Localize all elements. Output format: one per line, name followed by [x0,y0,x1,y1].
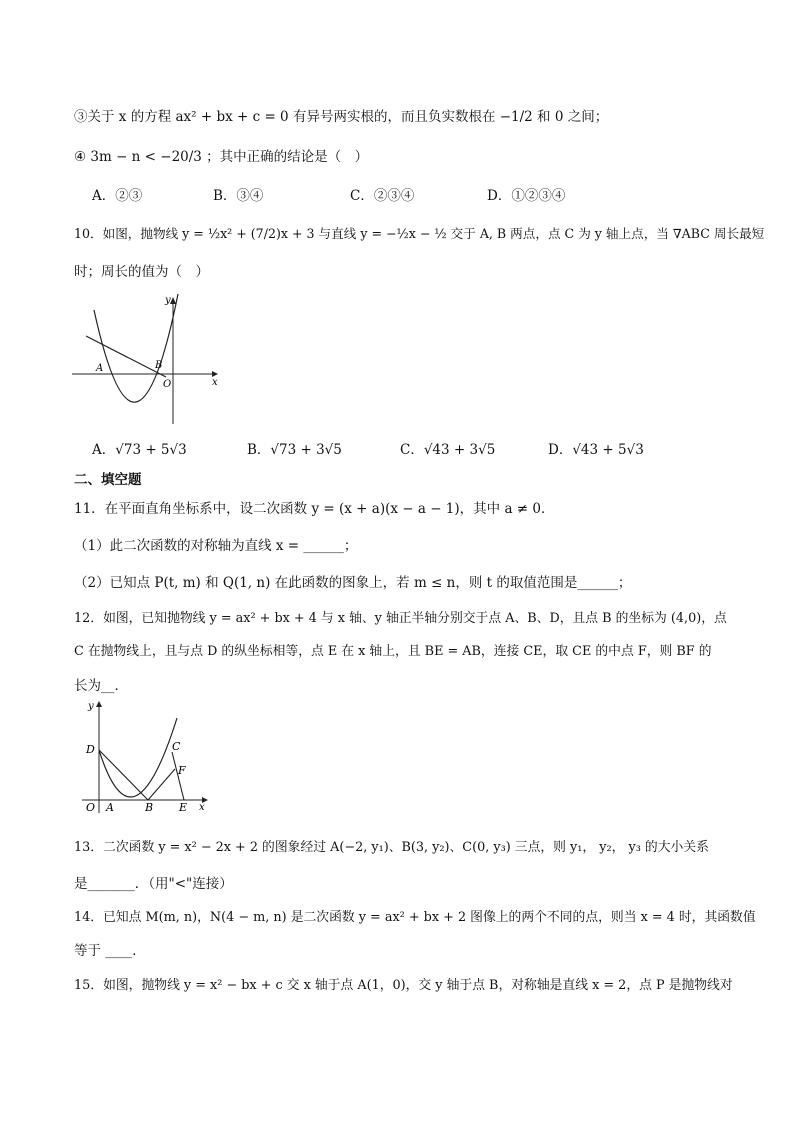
q12-label-y: y [88,701,94,712]
q9-option-a: A．②③ [92,188,143,204]
q12-label-o: O [86,801,96,814]
q10-label-y: y [165,295,171,306]
q9-option-d: D．①②③④ [487,188,566,204]
q12-stem-line1: 12．如图，已知抛物线 y = ax² + bx + 4 与 x 轴、y 轴正半轴分别交于点 A、B、D，且点 B 的坐标为 (4,0)，点 [74,611,727,626]
q10-option-a: A．√73 + 5√3 [92,442,187,458]
q9-item4: ④ 3m − n < −20/3 ；其中正确的结论是（ ） [74,149,369,165]
section-title: 二、填空题 [74,472,142,488]
q11-stem: 11．在平面直角坐标系中，设二次函数 y = (x + a)(x − a − 1)，其中 a ≠ 0． [74,501,555,517]
q12-stem-line3: 长为__． [74,678,128,694]
q10-label-a: A [96,363,104,374]
q12-label-b: B [145,801,154,814]
q10-label-o: O [163,379,172,390]
q12-label-e: E [179,801,188,814]
q10-stem-line1: 10．如图，抛物线 y = ½x² + (7/2)x + 3 与直线 y = −½x − ½ 交于 A, B 两点，点 C 为 y 轴上点，当 ∇ABC 周长最短 [74,226,765,241]
q10-option-b: B．√73 + 3√5 [247,442,342,458]
q14-stem-line1: 14．已知点 M(m, n)，N(4 − m, n) 是二次函数 y = ax² + bx + 2 图像上的两个不同的点，则当 x = 4 时，其函数值 [74,910,756,925]
q10-figure [70,292,230,432]
q10-option-c: C．√43 + 3√5 [400,442,496,458]
q13-stem-line2: 是_______．（用"<"连接） [74,876,233,892]
q12-label-d: D [86,743,95,756]
q10-label-x: x [212,377,218,388]
q12-label-f: F [178,764,186,777]
q12-parabola [99,718,177,797]
q12-label-a: A [106,801,114,814]
q9-option-c: C．②③④ [350,188,415,204]
q11-part2: （2）已知点 P(t, m) 和 Q(1, n) 在此函数的图象上，若 m ≤ n，则 t 的取值范围是______； [74,575,632,591]
q10-stem-line2: 时；周长的值为（ ） [74,264,209,280]
q12-y-arrow [96,701,102,707]
q10-label-b: B [155,360,163,371]
q11-part1: （1）此二次函数的对称轴为直线 x = ______； [74,538,358,554]
q10-option-d: D．√43 + 5√3 [548,442,644,458]
q9-item3: ③关于 x 的方程 ax² + bx + c = 0 有异号两实根的，而且负实数根在 −1/2 和 0 之间； [74,109,609,125]
q12-segment-bf [148,769,175,800]
q10-y-arrow [170,297,176,304]
q13-stem-line1: 13．二次函数 y = x² − 2x + 2 的图象经过 A(−2, y₁)、B(3, y₂)、C(0, y₃) 三点，则 y₁， y₂， y₃ 的大小关系 [74,840,709,855]
q12-stem-line2: C 在抛物线上，且与点 D 的纵坐标相等，点 E 在 x 轴上，且 BE = AB，连接 CE，取 CE 的中点 F，则 BF 的 [74,644,712,659]
q15-stem-line1: 15．如图，抛物线 y = x² − bx + c 交 x 轴于点 A(1，0)，交 y 轴于点 B，对称轴是直线 x = 2，点 P 是抛物线对 [74,978,733,993]
q12-figure [80,698,215,816]
q9-option-b: B．③④ [213,188,264,204]
q14-stem-line2: 等于 ____． [74,943,146,959]
q12-label-x: x [199,802,205,813]
q12-segment-db [99,750,148,800]
q12-label-c: C [172,740,181,753]
